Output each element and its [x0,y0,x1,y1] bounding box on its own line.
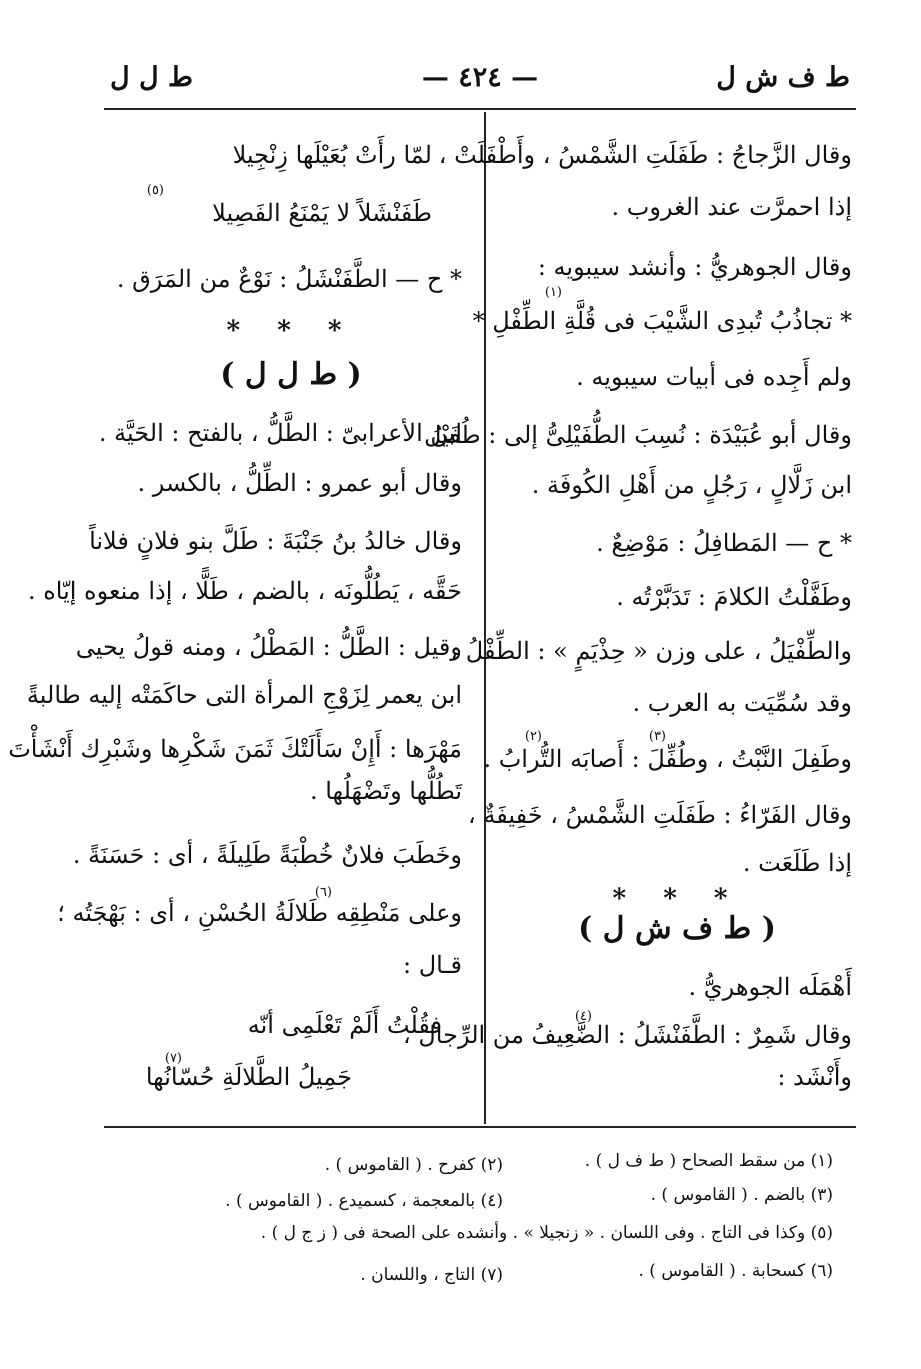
text-line: وقيل : الطَّلُّ : المَطْلُ ، ومنه قولُ يحيى [75,633,462,661]
footnote-marker: (٦) [314,885,332,900]
text-line: وخَطَبَ فلانٌ خُطْبَةً طَلِيلَةً ، أى : حَسَنَةً . [72,841,462,869]
section-separator: * * * [612,884,742,914]
verse-line: لمّا رأَتْ بُعَيْلَها زِنْجِيلا [232,141,432,169]
text-line: ابن زَلَّالٍ ، رَجُلٍ من أَهْلِ الكُوفَة . [531,471,852,499]
page-header [110,62,850,102]
footnote-marker: (٥) [146,183,164,198]
footnote-marker: (٧) [164,1051,182,1066]
text-line: وقال أبو عُبَيْدَة : نُسِبَ الطُّفَيْلِىُّ إلى : طُفَيْل [423,421,852,449]
text-line: وقال الزَّجاجُ : طَفَلَتِ الشَّمْسُ ، وأَطْفَلَتْ ، [438,141,852,169]
column-divider [484,112,486,1124]
verse-line: فقُلْتُ أَلَمْ تَعْلَمِى أنّه [247,1011,442,1039]
text-line: * ح — المَطافِلُ : مَوْضِعٌ . [596,529,852,557]
footnote-marker: (٢) [524,729,542,744]
footnote: (٣) بالضم . ( القاموس ) . [650,1185,833,1205]
text-line: إذا طَلَعَت . [742,849,852,877]
text-line: وقال الجوهريُّ : وأنشد سيبويه : [537,253,852,281]
footnote: (١) من سقط الصحاح ( ط ف ل ) . [584,1151,833,1171]
text-line: وقال الفَرّاءُ : طَفَلَتِ الشَّمْسُ ، خَفِيفَةٌ ، [468,801,852,829]
text-line: وأَنْشَد : [777,1063,852,1091]
footnote: (٤) بالمعجمة ، كسميدع . ( القاموس ) . [225,1191,503,1211]
text-line: قـال : [403,951,462,979]
text-line: إذا احمرَّت عند الغروب . [611,193,852,221]
footnote: (٦) كسحابة . ( القاموس ) . [638,1261,833,1281]
text-line: وقال شَمِرٌ : الطَّفَنْشَلُ : الضَّعِيفُ من الرِّجال ، [402,1021,852,1049]
footnote: (٥) وكذا فى التاج . وفى اللسان . « زنجيلا » . وأنشده على الصحة فى ( ز ج ل ) . [260,1223,833,1243]
footnote: (٧) التاج ، واللسان . [360,1265,503,1285]
header-root-left: ط ل ل [110,62,194,93]
text-line: ولم أَجِده فى أبيات سيبويه . [576,363,852,391]
section-heading: ( ط ف ش ل ) [578,911,776,946]
footnote-marker: (١) [544,285,562,300]
text-line: أَهْمَلَه الجوهريُّ . [688,973,852,1001]
text-line: وطَفِلَ النَّبْتُ ، وطُفِّلَ : أَصابَه التُّرابُ . [483,745,852,773]
header-rule [104,108,856,110]
text-line: وطَفَّلْتُ الكلامَ : تَدَبَّرْتُه . [616,583,852,611]
footnote-marker: (٤) [574,1009,592,1024]
text-line: ابنُ الأعرابىّ : الطَّلُّ ، بالفتح : الحَيَّة . [98,419,462,447]
text-line: وقد سُمِّيَت به العرب . [632,689,852,717]
verse-line: جَمِيلُ الطَّلالَةِ حُسّانُها [145,1063,352,1091]
text-line: تَطُلُّها وتَضْهَلُها . [309,777,462,805]
text-line: وقال أبو عمرو : الطِّلُّ ، بالكسر . [137,469,462,497]
text-line: وعلى مَنْطِقِه طَلالَةُ الحُسْنِ ، أى : بَهْجَتُه ؛ [57,899,462,927]
text-line: مَهْرَها : أَإِنْ سَأَلَتْكَ ثَمَنَ شَكْرِها وشَبْرِك أَنْشَأْتَ [8,735,462,763]
text-line: حَقَّه ، يَطُلُّونَه ، بالضم ، طَلًّا ، إذا منعوه إيّاه . [27,577,462,605]
page-number: — ٤٢٤ — [421,62,539,93]
verse-line: طَفَنْشَلاً لا يَمْنَعُ الفَصِيلا [212,199,432,227]
header-root-right: ط ف ش ل [716,62,850,93]
verse-line: * تجاذُبُ تُبدِى الشَّيْبَ فى قُلَّةِ الطِّفْلِ * [472,307,852,335]
section-heading: ( ط ل ل ) [220,357,362,392]
text-line: ابن يعمر لِزَوْجِ المرأة التى حاكَمَتْه إليه طالبةً [26,681,462,709]
footnote-rule [104,1126,856,1128]
footnote: (٢) كفرح . ( القاموس ) . [324,1155,503,1175]
text-line: * ح — الطَّفَنْشَلُ : نَوْعٌ من المَرَق . [116,265,462,293]
text-line: وقال خالدُ بنُ جَنْبَةَ : طَلَّ بنو فلانٍ فلاناً [89,527,462,555]
text-line: والطِّفْيَلُ ، على وزن « حِذْيَمٍ » : الطِّفْلُ ، [450,637,852,665]
footnote-marker: (٣) [648,729,666,744]
section-separator: * * * [226,316,356,346]
